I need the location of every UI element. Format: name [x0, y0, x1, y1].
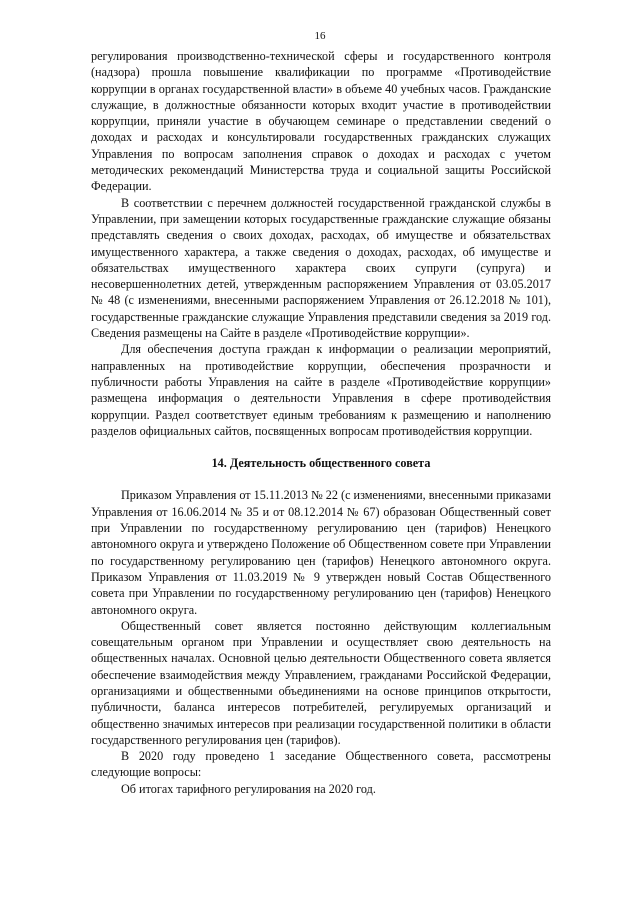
paragraph-income-declarations: В соответствии с перечнем должностей государственной гражданской службы в Управлении, при замещении которых государственные гражданские служащие обязаны представлять сведения о своих доходах, расходах, об имуществе и обязательствах имущественного характера, а также сведения о доходах, расходах, об имуществе и обязательствах имущественного характера своих супруги (супруга) и несовершеннолетних детей, утвержденным распоряжением Управления от 03.05.2017 № 48 (с изменениями, внесенными распоряжением Управления от 26.12.2018 № 101), государственные гражданские служащие Управления представили сведения за 2019 год. Сведения размещены на Сайте в разделе «Противодействие коррупции». — [91, 195, 551, 341]
document-body — [91, 48, 551, 797]
paragraph-council-established: Приказом Управления от 15.11.2013 № 22 (с изменениями, внесенными приказами Управления от 16.06.2014 № 35 и от 08.12.2014 № 67) образован Общественный совет при Управлении по государственному регулированию цен (тарифов) Ненецкого автономного округа и утверждено Положение об Общественном совете при Управлении по государственному регулированию цен (тарифов) Ненецкого автономного округа. Приказом Управления от 11.03.2019 № 9 утвержден новый Состав Общественного совета при Управлении по государственному регулированию цен (тарифов) Ненецкого автономного округа. — [91, 488, 551, 617]
paragraph-anticorruption-training: регулирования производственно-технической сферы и государственного контроля (надзора) прошла повышение квалификации по программе «Противодействие коррупции в органах государственной власти» в объеме 40 учебных часов. Гражданские служащие, в должностные обязанности которых входит участие в противодействии коррупции, приняли участие в обучающем семинаре о представлении сведений о доходах и расходах и консультировали государственных гражданских служащих Управления по вопросам заполнения справок о доходах и расходах с учетом методических рекомендаций Министерства труда и социальной защиты Российской Федерации. — [91, 49, 551, 194]
paragraph-council-meetings: В 2020 году проведено 1 заседание Общественного совета, рассмотрены следующие вопросы: — [91, 749, 551, 780]
page-number: 16 — [314, 30, 326, 42]
paragraph-council-purpose: Общественный совет является постоянно действующим коллегиальным совещательным органом при Управлении и осуществляет свою деятельность на общественных началах. Основной целью деятельности Общественного совета является обеспечение взаимодействия между Управлением, гражданами Российской Федерации, организациями и общественными объединениями на основе принципов открытости, публичности, баланса интересов потребителей, регулируемых организаций и общественно значимых интересов при реализации государственной политики в области государственного регулирования цен (тарифов). — [91, 618, 551, 747]
paragraph-website-section: Для обеспечения доступа граждан к информации о реализации мероприятий, направленных на противодействие коррупции, обеспечения прозрачности и публичности работы Управления на сайте в разделе «Противодействие коррупции» размещена информация о деятельности Управления в сфере противодействия коррупции. Раздел соответствует единым требованиям к размещению и наполнению разделов официальных сайтов, посвященных вопросам противодействия коррупции. — [91, 342, 551, 438]
section-heading-public-council: 14. Деятельность общественного совета — [211, 456, 431, 471]
paragraph-meeting-topic: Об итогах тарифного регулирования на 2020 год. — [121, 781, 376, 796]
